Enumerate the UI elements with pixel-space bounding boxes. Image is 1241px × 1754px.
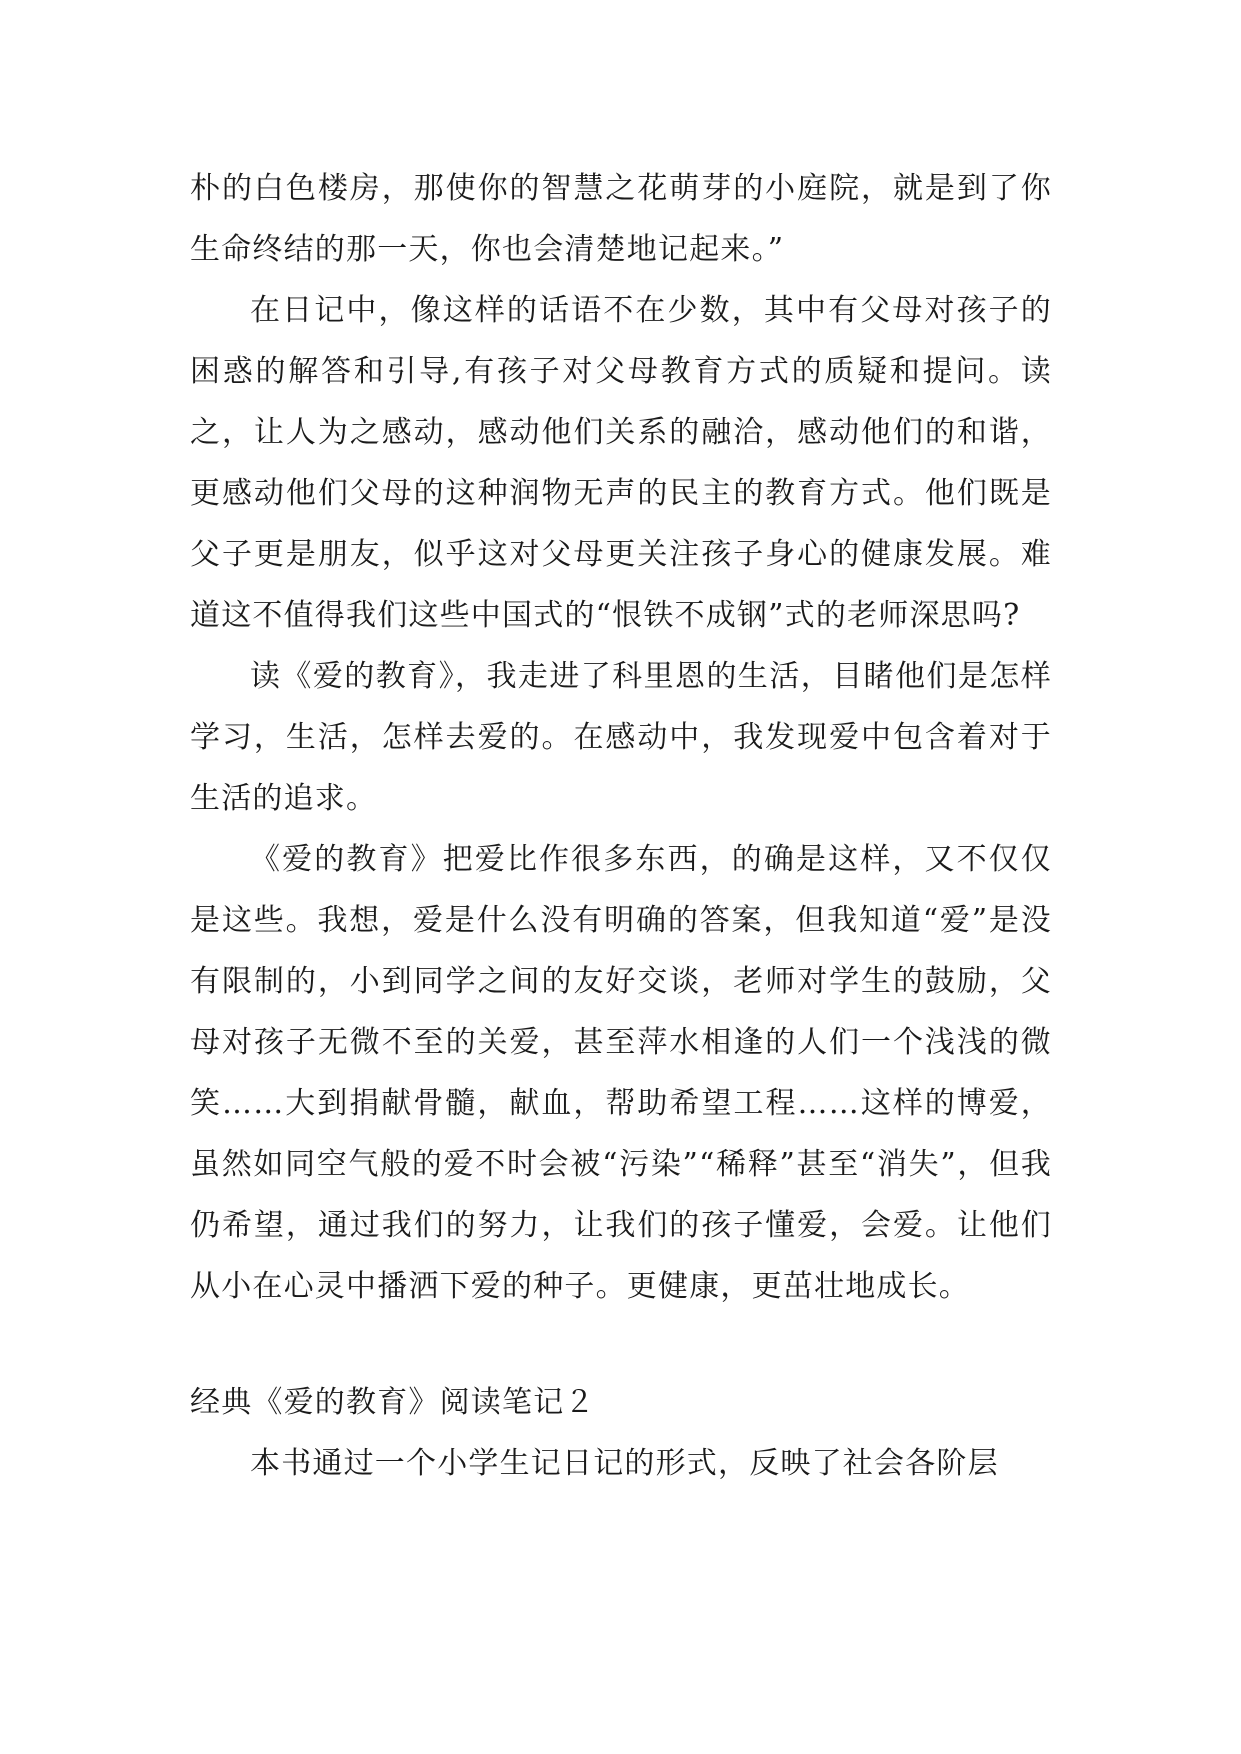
paragraph-continuation: 朴的白色楼房，那使你的智慧之花萌芽的小庭院，就是到了你生命终结的那一天，你也会清楚地记起来。” (190, 171, 1052, 267)
document-body (190, 158, 1052, 1494)
paragraph: 在日记中，像这样的话语不在少数，其中有父母对孩子的困惑的解答和引导,有孩子对父母教育方式的质疑和提问。读之，让人为之感动，感动他们关系的融洽，感动他们的和谐，更感动他们父母的这种润物无声的民主的教育方式。他们既是父子更是朋友，似乎这对父母更关注孩子身心的健康发展。难道这不值得我们这些中国式的“恨铁不成钢”式的老师深思吗? (190, 293, 1052, 633)
paragraph: 本书通过一个小学生记日记的形式，反映了社会各阶层 (250, 1446, 999, 1481)
section-heading: 经典《爱的教育》阅读笔记２ (190, 1385, 596, 1420)
paragraph: 读《爱的教育》，我走进了科里恩的生活，目睹他们是怎样学习，生活，怎样去爱的。在感动中，我发现爱中包含着对于生活的追求。 (190, 659, 1052, 816)
paragraph: 《爱的教育》把爱比作很多东西，的确是这样，又不仅仅是这些。我想，爱是什么没有明确的答案，但我知道“爱”是没有限制的，小到同学之间的友好交谈，老师对学生的鼓励，父母对孩子无微不至的关爱，甚至萍水相逢的人们一个浅浅的微笑……大到捐献骨髓，献血，帮助希望工程……这样的博爱，虽然如同空气般的爱不时会被“污染”“稀释”甚至“消失”，但我仍希望，通过我们的努力，让我们的孩子懂爱，会爱。让他们从小在心灵中播洒下爱的种子。更健康，更茁壮地成长。 (190, 842, 1052, 1304)
